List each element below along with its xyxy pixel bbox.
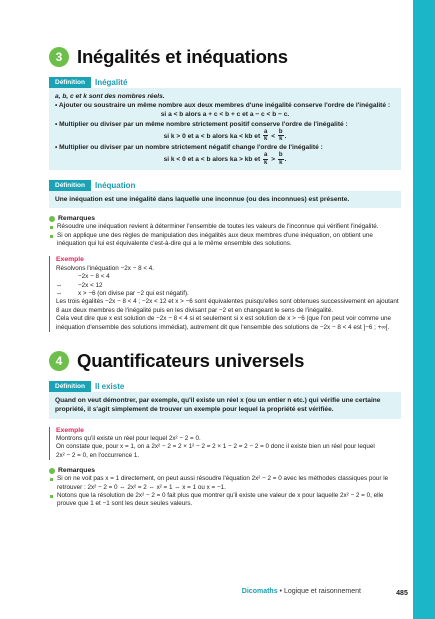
remark-arrow-icon [49, 468, 55, 474]
relation: > [271, 155, 276, 163]
section-number-badge: 3 [49, 47, 69, 67]
fraction [278, 129, 284, 143]
definition-box-inequation [49, 191, 401, 208]
page-content [49, 46, 401, 509]
step-text: x > −6 (on divise par −2 qui est négatif). [78, 290, 189, 298]
def-line: Une inéquation est une inégalité dans laquelle une inconnue (ou des inconnues) est présente. [55, 196, 350, 204]
footer-brand [242, 588, 361, 595]
remarks-title: Remarques [58, 215, 96, 223]
example-line: 2x² − 2 = 0, en l'occurrence 1. [56, 451, 140, 459]
def-text: si k < 0 et a < b alors ka > kb et [163, 155, 261, 163]
section-4-header [49, 350, 401, 372]
fraction [278, 152, 284, 166]
def-line: • Ajouter ou soustraire un même nombre aux deux membres d'une inégalité conserve l'ordre de l'inégalité : [55, 102, 391, 110]
remarks-header [49, 215, 401, 222]
definition-title: Inéquation [94, 181, 136, 191]
example-paragraph: Cela veut dire que x est solution de −2x − 8 < 4 si et seulement si x est solution de x > −6 (que l'on peut voir comme une inéquation d'ensemble des solutions immédiat), autrement dit que l'ensemble des solutions de −2x − 8 < 4 est ]−6 ; +∞[. [56, 315, 391, 331]
remarks-title: Remarques [58, 467, 96, 475]
frac-den: k [264, 136, 268, 143]
definition-tag: Définition [49, 77, 91, 88]
definition-header [49, 180, 401, 191]
definition-title: Il existe [94, 382, 125, 392]
step-text: −2x − 8 < 4 [78, 273, 110, 281]
def-line: a, b, c et k sont des nombres réels. [55, 93, 165, 100]
def-line: • Multiplier ou diviser par un nombre strictement négatif change l'ordre de l'inégalité : [55, 143, 323, 151]
definition-tag: Définition [49, 180, 91, 191]
definition-box-exists [49, 392, 401, 418]
definition-box-inequality [49, 88, 401, 170]
fraction [263, 129, 268, 143]
definition-tag: Définition [49, 381, 91, 392]
example-line: Résolvons l'inéquation −2x − 8 < 4. [56, 264, 154, 272]
brand-name: Dicomaths [241, 588, 278, 595]
def-line-with-fraction: si k > 0 et a < b alors ka < kb et $\frac{a}{k}$ < $\frac{b}{k}$ . [163, 128, 287, 143]
chapter-name: • Logique et raisonnement [279, 588, 361, 595]
list-item: Notons que la résolution de 2x² − 2 = 0 fait plus que montrer qu'il existe une valeur de x pour laquelle 2x² − 2 = 0, elle prouve que 1 et −1 sont les deux seules valeurs. [49, 492, 401, 509]
list-item: Si on ne voit pas x = 1 directement, on peut aussi résoudre l'équation 2x² − 2 = 0 avec les méthodes classiques pour le retrouver : 2x² − 2 = 0 ⇔ 2x² = 2 ⇔ x² = 1 ⇔ x = 1 ou x = −1. [49, 475, 401, 492]
example-step [56, 273, 401, 281]
relation: < [271, 132, 276, 140]
definition-header [49, 77, 401, 88]
remarks-header [49, 467, 401, 474]
section-number-badge: 4 [49, 351, 69, 371]
example-line: On constate que, pour x = 1, on a 2x² − 2 = 2 × 1² − 2 = 2 × 1 − 2 = 2 − 2 = 0 donc il existe bien un réel pour lequel [56, 443, 375, 451]
page-number: 485 [391, 586, 413, 600]
example-step [56, 290, 401, 298]
frac-num: a [264, 128, 268, 135]
frac-den: k [264, 159, 268, 166]
list-item: Résoudre une inéquation revient à déterminer l'ensemble de toutes les valeurs de l'inconnue qui vérifient l'inégalité. [49, 223, 401, 231]
definition-title: Inégalité [94, 78, 128, 87]
frac-den: k [279, 136, 283, 143]
def-text: si k > 0 et a < b alors ka < kb et [163, 132, 261, 140]
remarks-list [49, 475, 401, 509]
section-title: Inégalités et inéquations [77, 46, 288, 67]
example-line: Montrons qu'il existe un réel pour lequel 2x² − 2 = 0. [56, 434, 201, 442]
frac-den: k [279, 159, 283, 166]
def-line: • Multiplier ou diviser par un même nombre strictement positif conserve l'ordre de l'inégalité : [55, 120, 348, 128]
fraction [263, 152, 268, 166]
example-block [49, 256, 401, 332]
page-side-band [413, 0, 435, 619]
def-line: Quand on veut démontrer, par exemple, qu'il existe un réel x (ou un entier n etc.) qui vérifie une certaine propriété, il s'agit simplement de trouver un exemple pour lequel la propriété est vérifiée. [55, 397, 381, 414]
definition-header [49, 381, 401, 392]
def-line-with-fraction: si k < 0 et a < b alors ka > kb et $\frac{a}{k}$ > $\frac{b}{k}$ . [163, 152, 287, 166]
step-text: −2x < 12 [78, 281, 103, 289]
example-paragraph: Les trois égalités −2x − 8 < 4 ; −2x < 12 et x > −6 sont équivalentes puisqu'elles sont obtenues successivement en ajoutant 8 aux deux membres de l'inégalité puis en les divisant par −2 et en changeant le sens de l'inégalité. [56, 298, 399, 314]
def-line: si a < b alors a + c < b + c et a − c < b − c. [160, 111, 290, 119]
remark-arrow-icon [49, 216, 55, 222]
example-step [56, 282, 401, 290]
list-item: Si on applique une des règles de manipulation des inégalités aux deux membres d'une inéquation, on obtient une inéquation qui lui est équivalente c'est-à-dire qui a le même ensemble des solutions. [49, 232, 401, 249]
frac-num: a [264, 152, 268, 159]
example-block [49, 427, 401, 461]
remarks-list [49, 223, 401, 248]
equiv-symbol: ⇔ [56, 281, 63, 289]
section-title: Quantificateurs universels [77, 350, 305, 372]
frac-num: b [278, 128, 283, 135]
example-title: Exemple [56, 426, 84, 434]
frac-num: b [278, 152, 283, 159]
section-3-header [49, 46, 401, 68]
example-title: Exemple [56, 256, 84, 264]
equiv-symbol: ⇔ [56, 290, 63, 298]
